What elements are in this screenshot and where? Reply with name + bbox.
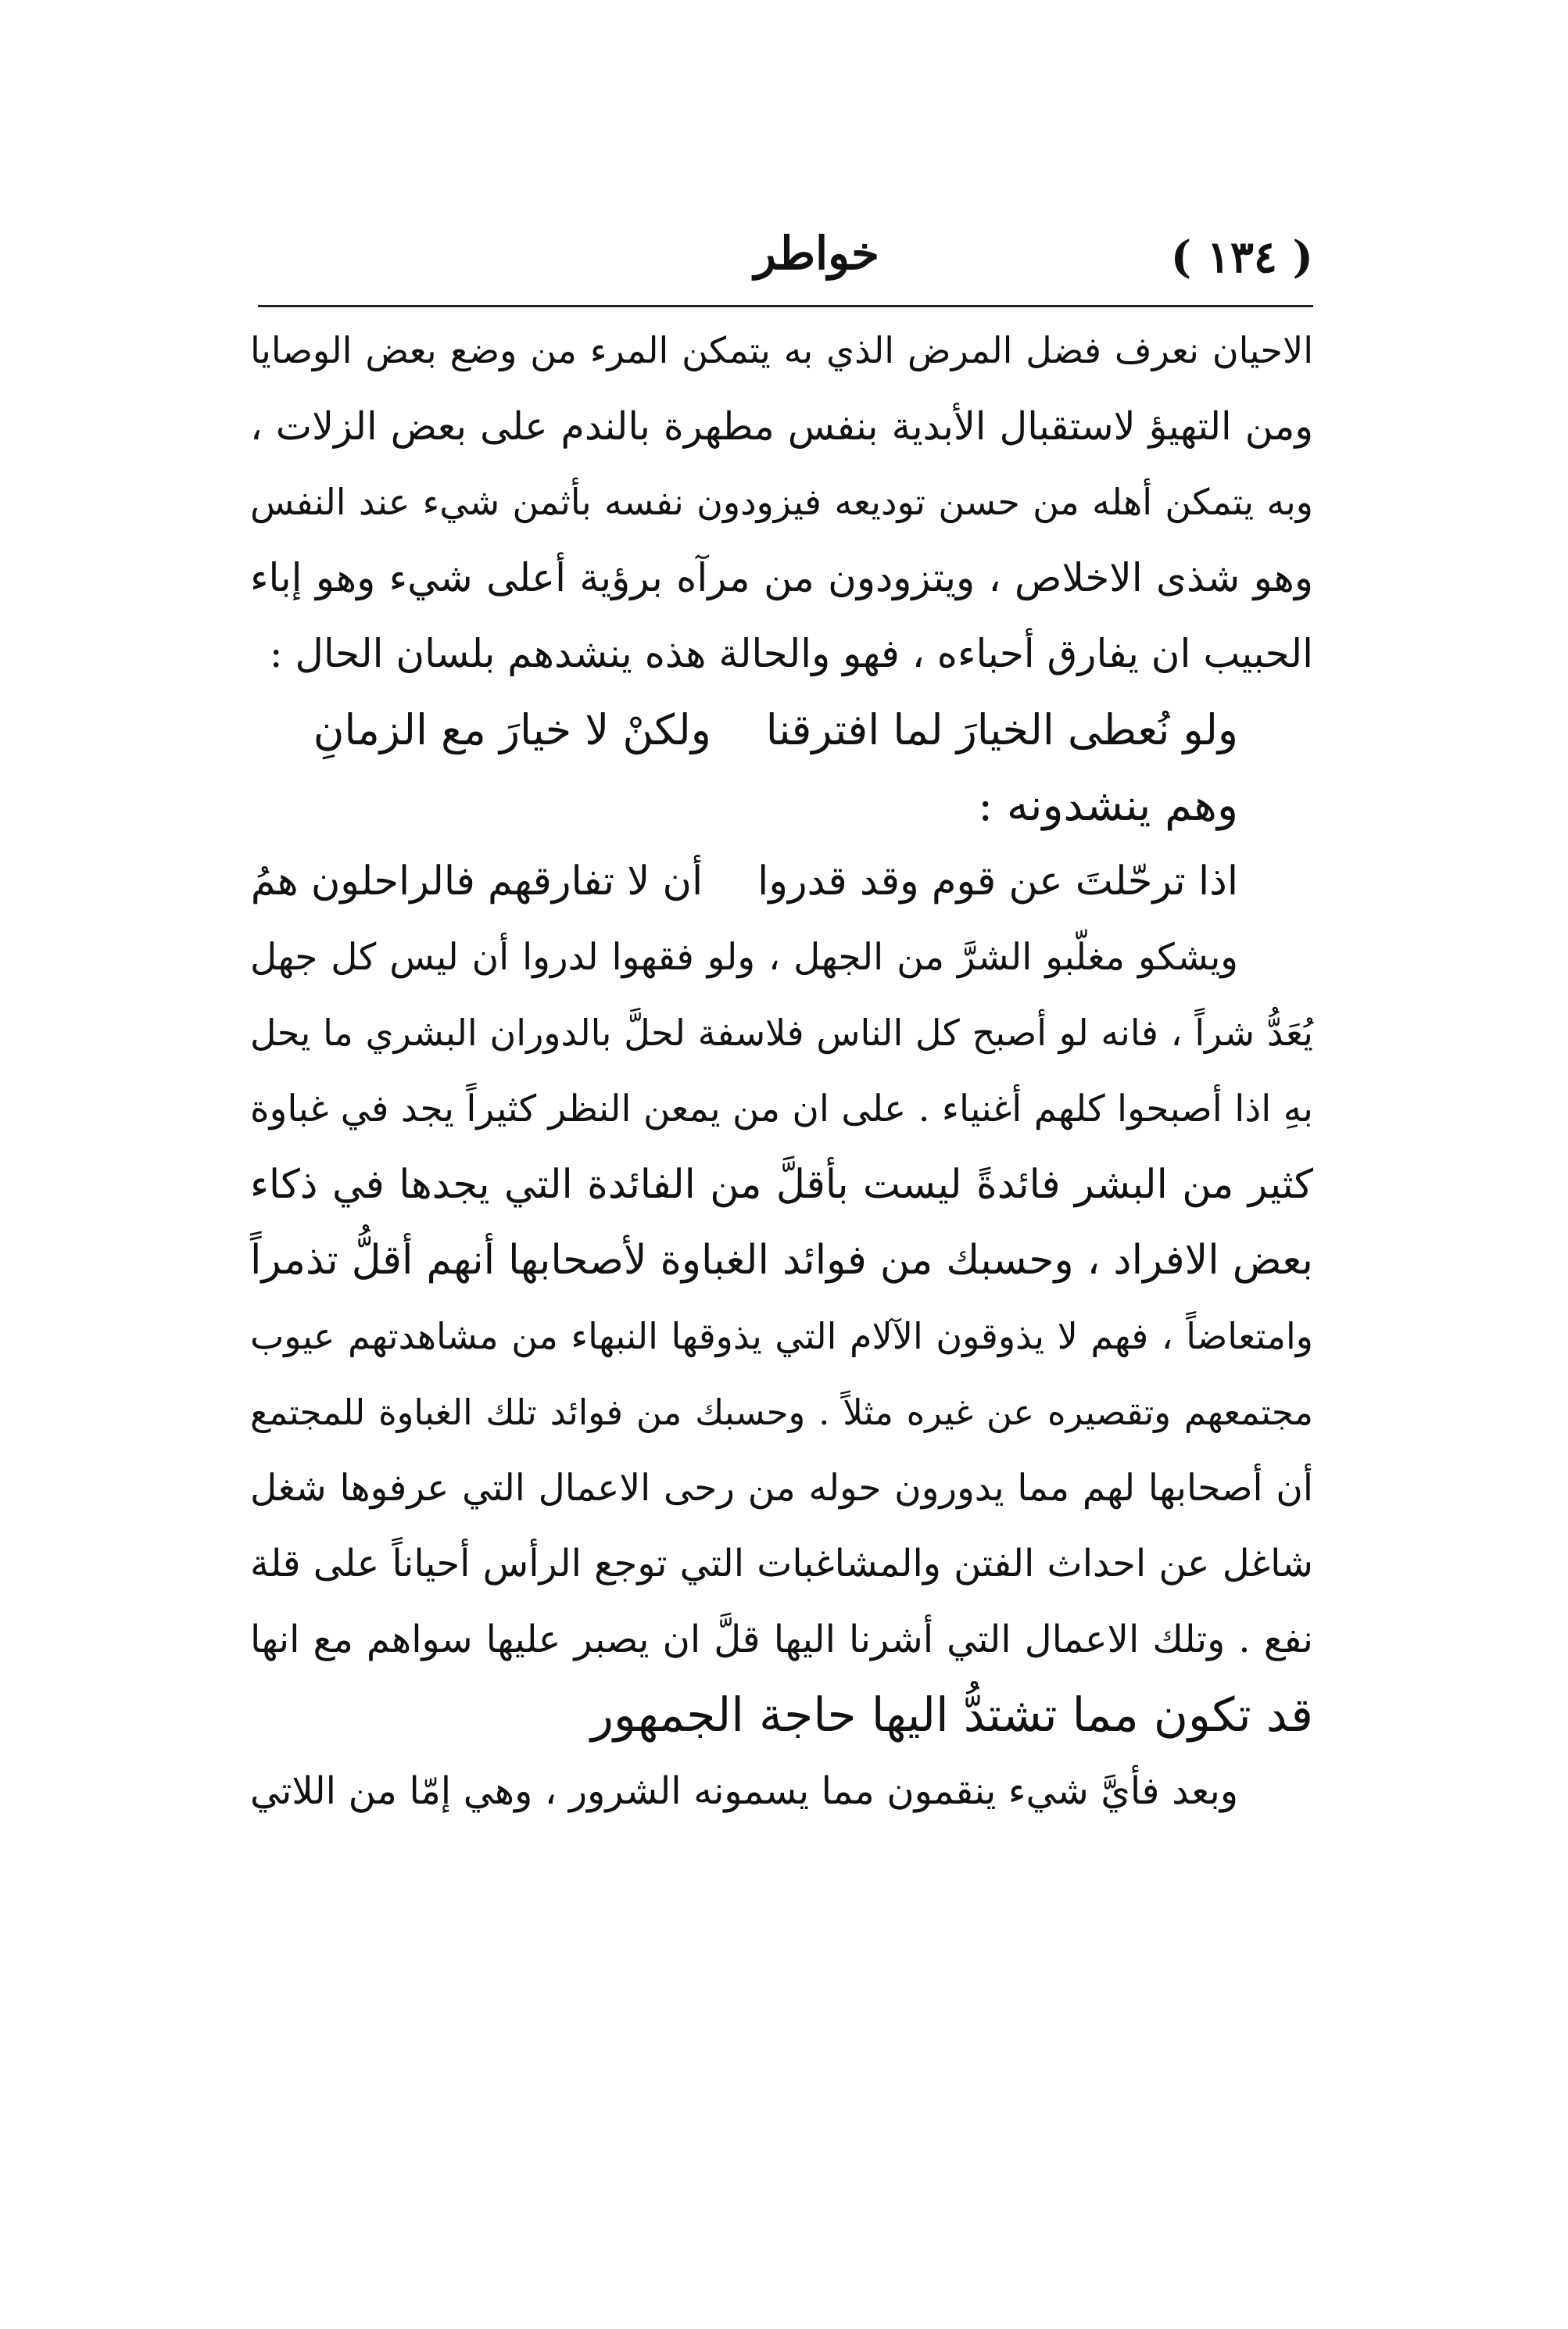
paragraph-line: نفع . وتلك الاعمال التي أشرنا اليها قلَّ ان يصبر عليها سواهم مع انها xyxy=(250,1618,1313,1661)
paragraph-line: وامتعاضاً ، فهم لا يذوقون الآلام التي يذوقها النبهاء من مشاهدتهم عيوب xyxy=(250,1315,1313,1357)
header-divider xyxy=(258,305,1313,307)
paragraph-line: أن أصحابها لهم مما يدورون حوله من رحى الاعمال التي عرفوها شغل xyxy=(250,1467,1313,1510)
paragraph-line: بعض الافراد ، وحسبك من فوائد الغباوة لأصحابها أنهم أقلُّ تذمراً xyxy=(250,1237,1313,1284)
verse-second-hemistich: أن لا تفارقهم فالراحلون همُ xyxy=(250,858,703,905)
verse-first-hemistich: اذا ترحّلتَ عن قوم وقد قدروا xyxy=(757,858,1238,905)
paragraph-line: كثير من البشر فائدةً ليست بأقلَّ من الفائدة التي يجدها في ذكاء xyxy=(250,1162,1313,1208)
paragraph-line: مجتمعهم وتقصيره عن غيره مثلاً . وحسبك من فوائد تلك الغباوة للمجتمع xyxy=(250,1392,1313,1433)
final-line: وبعد فأيَّ شيء ينقمون مما يسمونه الشرور ، وهي إمّا من اللاتي xyxy=(250,1769,1238,1813)
poem-verse xyxy=(250,692,1313,768)
paragraph-line: شاغل عن احداث الفتن والمشاغبات التي توجع الرأس أحياناً على قلة xyxy=(250,1542,1313,1586)
page-header xyxy=(258,227,1313,297)
text-line: الحبيب ان يفارق أحباءه ، فهو والحالة هذه ينشدهم بلسان الحال : xyxy=(269,631,1313,676)
page-body xyxy=(250,313,1313,1829)
paragraph-line: يُعَدُّ شراً ، فانه لو أصبح كل الناس فلاسفة لحلَّ بالدوران البشري ما يحل xyxy=(250,1012,1313,1054)
text-line: وهو شذى الاخلاص ، ويتزودون من مرآه برؤية أعلى شيء وهو إباء xyxy=(250,555,1313,600)
paragraph-line: قد تكون مما تشتدُّ اليها حاجة الجمهور xyxy=(590,1688,1313,1743)
verse-intro: وهم ينشدونه : xyxy=(978,780,1238,831)
text-line: وبه يتمكن أهله من حسن توديعه فيزودون نفسه بأثمن شيء عند النفس xyxy=(250,481,1313,523)
page-number: ( ١٣٤ ) xyxy=(1170,231,1313,283)
poem-verse xyxy=(250,844,1313,919)
paragraph-line: بهِ اذا أصبحوا كلهم أغنياء . على ان من يمعن النظر كثيراً يجد في غباوة xyxy=(250,1087,1313,1130)
verse-first-hemistich: ولو نُعطى الخيارَ لما افترقنا xyxy=(765,705,1238,754)
text-line: ومن التهيؤ لاستقبال الأبدية بنفس مطهرة بالندم على بعض الزلات ، xyxy=(250,404,1313,449)
paragraph-line: ويشكو مغلّبو الشرَّ من الجهل ، ولو فقهوا لدروا أن ليس كل جهل xyxy=(250,936,1238,979)
running-title: خواطر xyxy=(754,227,879,280)
verse-second-hemistich: ولكنْ لا خيارَ مع الزمانِ xyxy=(313,705,711,754)
text-line: الاحيان نعرف فضل المرض الذي به يتمكن المرء من وضع بعض الوصايا xyxy=(250,329,1313,371)
